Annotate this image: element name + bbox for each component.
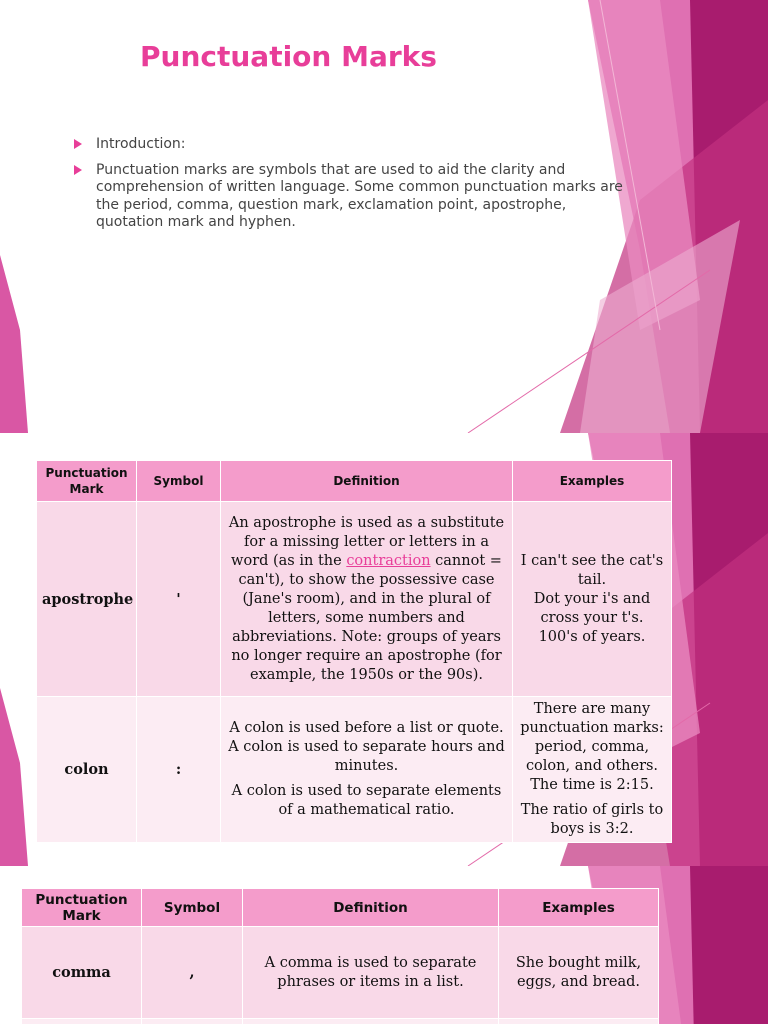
bullet-item [74,136,634,154]
mark-definition [221,502,513,697]
empty-cell [142,1019,243,1024]
mark-name: apostrophe [37,502,137,697]
example-line: The time is 2:15. [530,777,654,793]
definition-line: A colon is used to separate elements of a mathematical ratio. [231,783,502,818]
slide-intro [0,0,768,433]
table-header-row [37,461,672,502]
definition-line: A colon is used before a list or quote. [229,720,504,736]
definition-text: An apostrophe is used as a substitute for a missing letter or letters in a word (as in the [228,514,505,569]
header-symbol: Symbol [142,889,243,927]
header-definition: Definition [221,461,513,502]
header-punctuation-mark: Punctuation Mark [37,461,137,502]
empty-cell [22,1019,142,1024]
definition-line: A colon is used to separate hours and minutes. [228,739,505,774]
mark-name: comma [22,927,142,1019]
example-line: The ratio of girls to boys is 3:2. [520,802,664,837]
bullet-list [74,136,634,240]
punctuation-table [21,888,659,1024]
bullet-item [74,162,634,232]
mark-symbol: : [137,697,221,843]
slide-table-2 [0,866,768,1024]
mark-definition [221,697,513,843]
bullet-text: Introduction: [96,136,186,152]
example-line: 100's of years. [538,628,646,645]
empty-cell [499,1019,659,1024]
mark-definition: A comma is used to separate phrases or items in a list. [243,927,499,1019]
bullet-arrow-icon [74,139,82,149]
slide-title: Punctuation Marks [140,40,437,73]
table-row [37,697,672,843]
example-line: I can't see the cat's tail. [520,552,664,588]
contraction-link[interactable]: contraction [346,552,431,569]
bullet-text: Punctuation marks are symbols that are used to aid the clarity and comprehension of written language. Some common punctuation marks are the period, comma, question mark, exclamation point, apostrophe, quotation mark and hyphen. [96,161,623,230]
slide-table-1 [0,433,768,866]
header-examples: Examples [513,461,672,502]
example-line: Dot your i's and cross your t's. [533,590,651,626]
example-line: There are many punctuation marks: period, comma, colon, and others. [520,701,664,774]
mark-name: colon [37,697,137,843]
table-row [37,502,672,697]
table-row [22,927,659,1019]
empty-cell [243,1019,499,1024]
mark-symbol: , [142,927,243,1019]
mark-symbol: ' [137,502,221,697]
table-row [22,1019,659,1024]
table-header-row [22,889,659,927]
mark-examples: She bought milk, eggs, and bread. [499,927,659,1019]
bullet-arrow-icon [74,165,82,175]
mark-examples [513,502,672,697]
mark-examples [513,697,672,843]
punctuation-table [36,460,672,843]
header-examples: Examples [499,889,659,927]
header-punctuation-mark: Punctuation Mark [22,889,142,927]
definition-text: cannot = can't), to show the possessive case (Jane's room), and in the plural of letters, some numbers and abbreviations. Note: groups of years no longer require an apostrophe (for example, the 1950s or the 90s). [231,552,502,683]
header-symbol: Symbol [137,461,221,502]
header-definition: Definition [243,889,499,927]
